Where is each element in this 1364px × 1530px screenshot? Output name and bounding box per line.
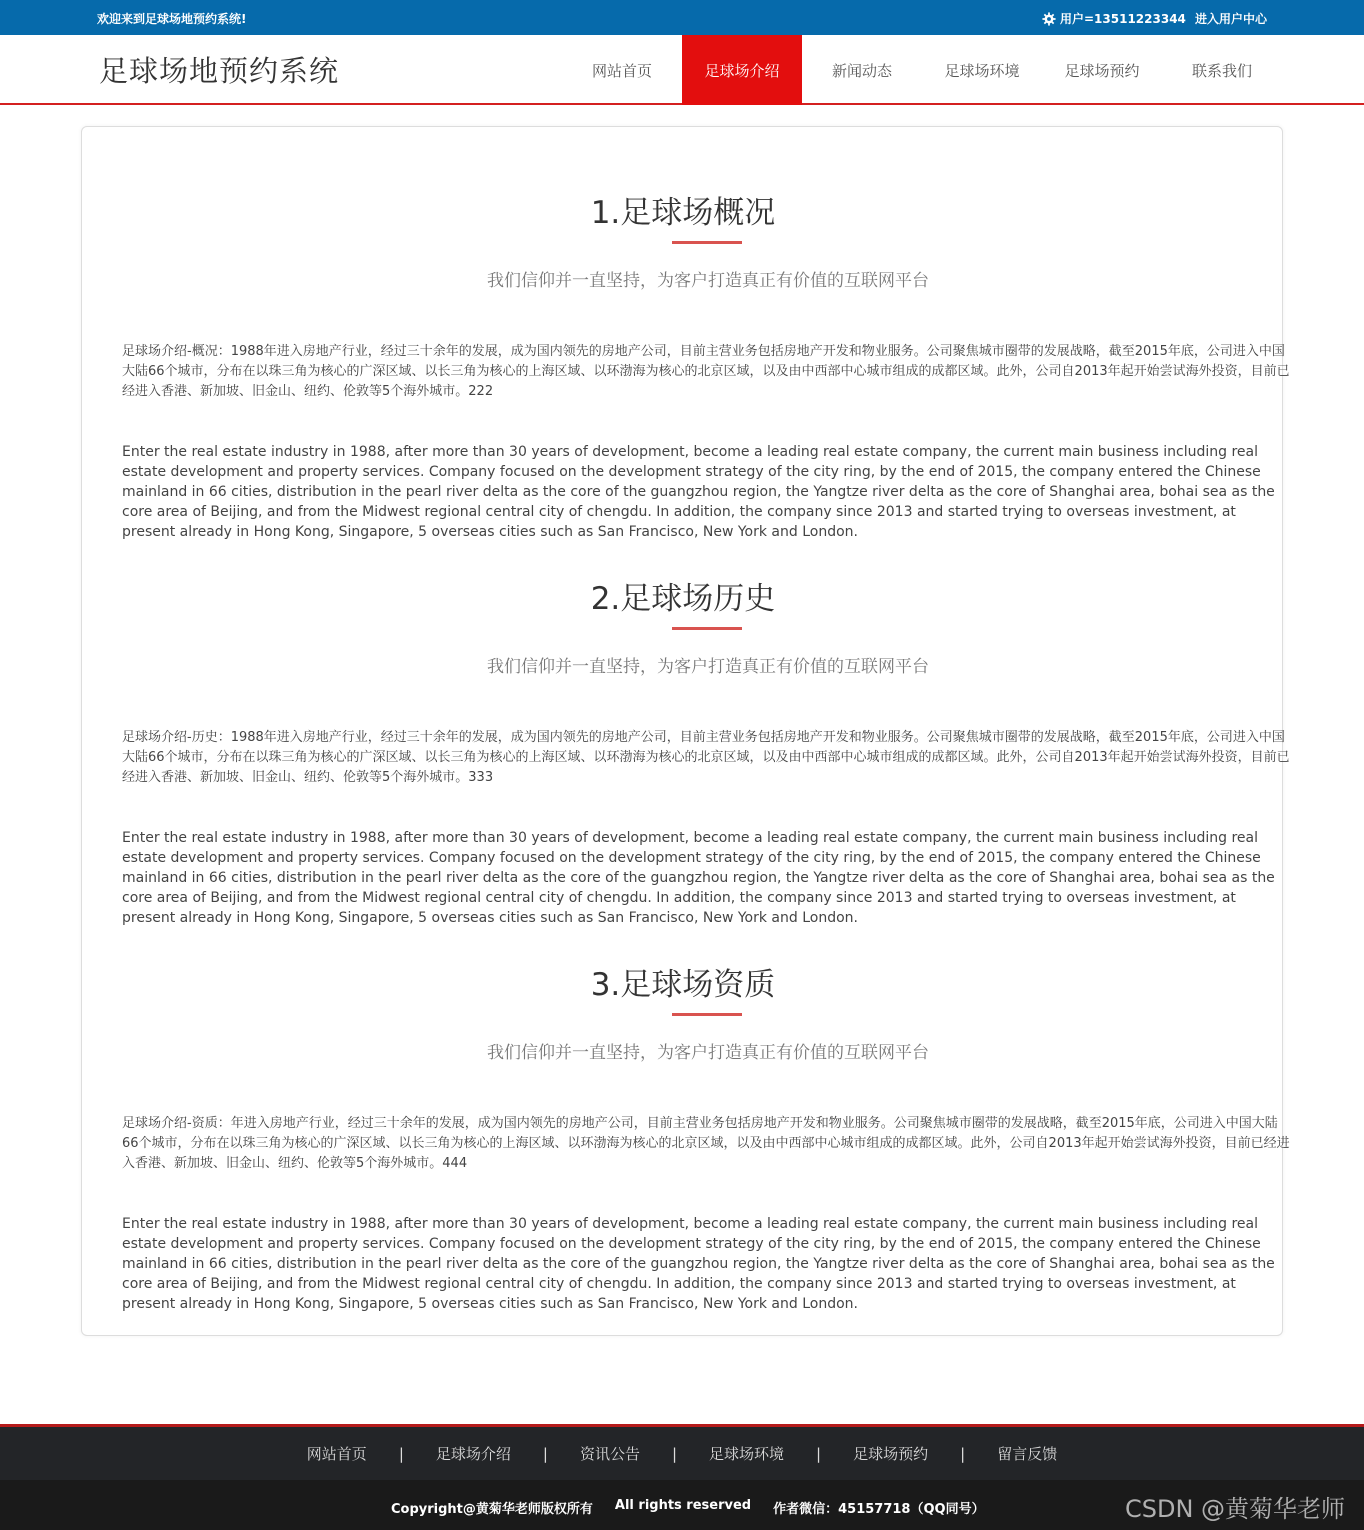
user-center-link[interactable]: 进入用户中心	[1195, 12, 1268, 26]
csdn-watermark: CSDN @黄菊华老师	[1125, 1495, 1346, 1523]
nav-item-home[interactable]: 网站首页	[591, 61, 652, 80]
title-underline	[672, 627, 742, 630]
section-text-en: Enter the real estate industry in 1988, after more than 30 years of development, become a leading real estate company, the current main business including real estate development and property services. Company focused on the development strategy of the city ring, by the end of 2015, the company entered the Chinese mainland in 66 cities, distribution in the pearl river delta as the core of the guangzhou region, the Yangtze river delta as the core of Shanghai area, bohai sea as the core area of Beijing, and from the Midwest regional central city of chengdu. In addition, the company since 2013 and started trying to overseas investment, at present already in Hong Kong, Singapore, 5 overseas cities such as San Francisco, New York and London.	[122, 444, 1275, 540]
contact-text: 作者微信：45157718（QQ同号）	[773, 1502, 985, 1517]
content-card	[81, 126, 1290, 1336]
rights-text: All rights reserved	[614, 1498, 752, 1513]
footer-link-booking[interactable]: 足球场预约	[853, 1445, 929, 1463]
section-subtitle: 我们信仰并一直坚持，为客户打造真正有价值的互联网平台	[487, 1043, 929, 1063]
section-text-en: Enter the real estate industry in 1988, after more than 30 years of development, become a leading real estate company, the current main business including real estate development and property services. Company focused on the development strategy of the city ring, by the end of 2015, the company entered the Chinese mainland in 66 cities, distribution in the pearl river delta as the core of the guangzhou region, the Yangtze river delta as the core of Shanghai area, bohai sea as the core area of Beijing, and from the Midwest regional central city of chengdu. In addition, the company since 2013 and started trying to overseas investment, at present already in Hong Kong, Singapore, 5 overseas cities such as San Francisco, New York and London.	[122, 1216, 1275, 1312]
footer-separator: |	[398, 1444, 404, 1463]
main-nav	[562, 35, 1282, 105]
nav-item-contact[interactable]: 联系我们	[1191, 61, 1252, 80]
footer-separator: |	[816, 1444, 822, 1463]
footer-separator: |	[671, 1444, 678, 1463]
section-title: 1.足球场概况	[590, 195, 776, 231]
gear-icon	[1042, 12, 1056, 26]
section-text-cn: 足球场介绍-历史：1988年进入房地产行业，经过三十余年的发展，成为国内领先的房地产公司，目前主营业务包括房地产开发和物业服务。公司聚焦城市圈带的发展战略，截至2015年底，公司进入中国大陆66个城市，分布在以珠三角为核心的广深区域、以长三角为核心的上海区域、以环渤海为核心的北京区域，以及由中西部中心城市组成的成都区域。此外，公司自2013年起开始尝试海外投资，目前已经进入香港、新加坡、旧金山、纽约、伦敦等5个海外城市。333	[122, 730, 1290, 785]
nav-item-environment[interactable]: 足球场环境	[944, 61, 1020, 80]
section-subtitle: 我们信仰并一直坚持，为客户打造真正有价值的互联网平台	[487, 271, 929, 291]
user-info	[1042, 10, 1186, 27]
nav-item-news[interactable]: 新闻动态	[831, 61, 892, 80]
copyright-line	[391, 1498, 985, 1517]
footer-nav	[0, 1424, 1364, 1480]
site-brand[interactable]: 足球场地预约系统	[99, 54, 340, 88]
top-bar	[0, 0, 1364, 35]
header	[0, 35, 1364, 105]
footer-link-intro[interactable]: 足球场介绍	[435, 1445, 511, 1463]
title-underline	[672, 241, 742, 244]
footer-separator: |	[960, 1444, 966, 1463]
section-subtitle: 我们信仰并一直坚持，为客户打造真正有价值的互联网平台	[487, 657, 929, 677]
footer-link-news[interactable]: 资讯公告	[579, 1445, 640, 1463]
section-text-cn: 足球场介绍-概况：1988年进入房地产行业，经过三十余年的发展，成为国内领先的房地产公司，目前主营业务包括房地产开发和物业服务。公司聚焦城市圈带的发展战略，截至2015年底，公司进入中国大陆66个城市，分布在以珠三角为核心的广深区域、以长三角为核心的上海区域、以环渤海为核心的北京区域，以及由中西部中心城市组成的成都区域。此外，公司自2013年起开始尝试海外投资，目前已经进入香港、新加坡、旧金山、纽约、伦敦等5个海外城市。222	[122, 344, 1290, 399]
footer-link-environment[interactable]: 足球场环境	[709, 1445, 785, 1463]
welcome-text: 欢迎来到足球场地预约系统!	[97, 12, 247, 26]
section-title: 3.足球场资质	[590, 967, 776, 1003]
section-text-en: Enter the real estate industry in 1988, after more than 30 years of development, become a leading real estate company, the current main business including real estate development and property services. Company focused on the development strategy of the city ring, by the end of 2015, the company entered the Chinese mainland in 66 cities, distribution in the pearl river delta as the core of the guangzhou region, the Yangtze river delta as the core of Shanghai area, bohai sea as the core area of Beijing, and from the Midwest regional central city of chengdu. In addition, the company since 2013 and started trying to overseas investment, at present already in Hong Kong, Singapore, 5 overseas cities such as San Francisco, New York and London.	[122, 830, 1275, 926]
footer-link-home[interactable]: 网站首页	[306, 1445, 367, 1463]
copyright-text: Copyright@黄菊华老师版权所有	[391, 1502, 593, 1517]
footer-separator: |	[542, 1444, 548, 1463]
user-label: 用户=13511223344	[1060, 12, 1186, 26]
footer-link-feedback[interactable]: 留言反馈	[997, 1445, 1058, 1463]
nav-item-intro[interactable]: 足球场介绍	[682, 35, 802, 105]
title-underline	[672, 1013, 742, 1016]
nav-item-booking[interactable]: 足球场预约	[1064, 61, 1140, 80]
section-text-cn: 足球场介绍-资质：年进入房地产行业，经过三十余年的发展，成为国内领先的房地产公司，目前主营业务包括房地产开发和物业服务。公司聚焦城市圈带的发展战略，截至2015年底，公司进入中国大陆66个城市，分布在以珠三角为核心的广深区域、以长三角为核心的上海区域、以环渤海为核心的北京区域，以及由中西部中心城市组成的成都区域。此外，公司自2013年起开始尝试海外投资，目前已经进入香港、新加坡、旧金山、纽约、伦敦等5个海外城市。444	[122, 1116, 1290, 1171]
section-title: 2.足球场历史	[590, 581, 776, 617]
